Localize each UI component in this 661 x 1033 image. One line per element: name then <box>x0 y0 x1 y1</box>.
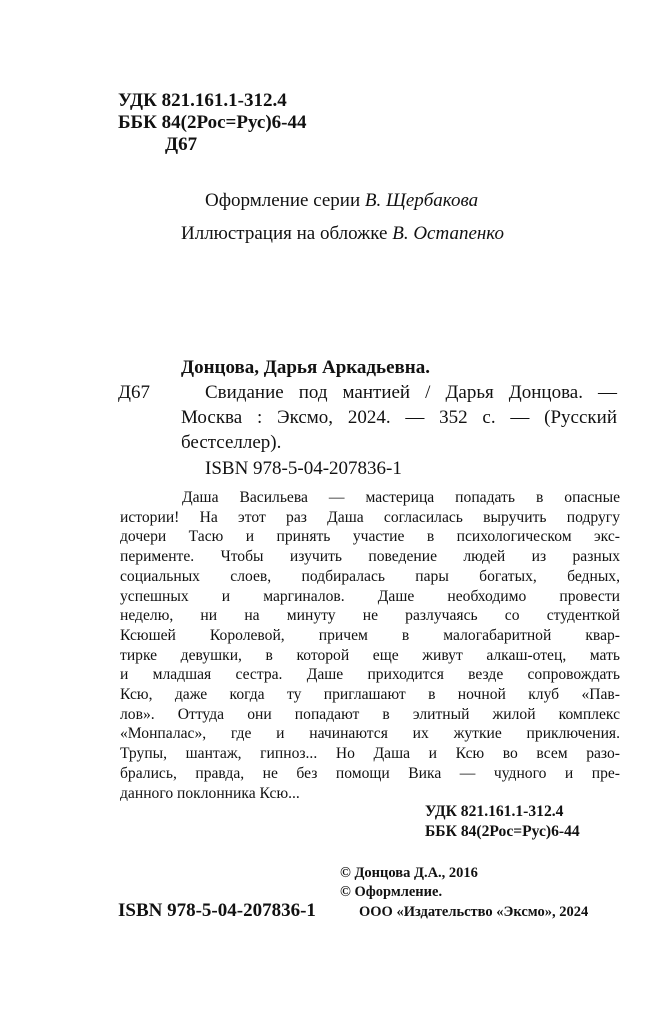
annotation <box>120 488 620 803</box>
catalog-description-line-2: Москва : Эксмо, 2024. — 352 с. — (Русский <box>181 407 617 428</box>
udk-code: УДК 821.161.1-312.4 <box>118 90 287 111</box>
annotation-line: социальных слоев, подбиралась пары богатых, бедных, <box>120 567 620 585</box>
catalog-author: Донцова, Дарья Аркадьевна. <box>181 357 430 378</box>
annotation-line: брались, правда, не без помощи Вика — чудного и пре- <box>120 764 620 782</box>
catalog-description-line-3: бестселлер). <box>181 432 282 453</box>
cover-illustration-label: Иллюстрация на обложке <box>181 223 388 244</box>
cover-illustration-credit <box>181 222 504 246</box>
footer-isbn: ISBN 978-5-04-207836-1 <box>118 900 316 921</box>
annotation-line: истории! На этот раз Даша согласилась выручить подругу <box>120 508 620 526</box>
copyright-publisher: ООО «Издательство «Эксмо», 2024 <box>359 904 589 920</box>
catalog-isbn: ISBN 978-5-04-207836-1 <box>205 458 402 479</box>
cover-illustration-name: В. Остапенко <box>392 223 504 244</box>
annotation-udk-code: УДК 821.161.1-312.4 <box>425 803 564 820</box>
annotation-line: тирке девушки, в которой еще живут алкаш-отец, мать <box>120 646 620 664</box>
annotation-line: неделю, ни на минуту не разлучаясь со студенткой <box>120 607 620 625</box>
annotation-line: лов». Оттуда они попадают в элитный жилой комплекс <box>120 705 620 723</box>
annotation-line: и младшая сестра. Даше приходится везде сопровождать <box>120 666 620 684</box>
series-design-label: Оформление серии <box>205 190 361 211</box>
annotation-line: Ксю, даже когда ту приглашают в ночной клуб «Пав- <box>120 686 620 704</box>
annotation-line: данного поклонника Ксю... <box>120 784 300 802</box>
copyright-design: © Оформление. <box>340 884 443 900</box>
series-design-credit <box>205 189 478 213</box>
author-mark: Д67 <box>165 134 198 155</box>
bbk-code: ББК 84(2Рос=Рус)6-44 <box>118 112 307 133</box>
copyright-author: © Донцова Д.А., 2016 <box>340 865 478 881</box>
series-design-name: В. Щербакова <box>364 190 479 211</box>
annotation-line: Трупы, шантаж, гипноз... Но Даша и Ксю во всем разо- <box>120 745 620 763</box>
annotation-line: «Монпалас», где и начинаются их жуткие приключения. <box>120 725 620 743</box>
annotation-line: перименте. Чтобы изучить поведение людей из разных <box>120 548 620 566</box>
catalog-mark: Д67 <box>118 382 150 403</box>
annotation-line: успешных и маргиналов. Даше необходимо провести <box>120 587 620 605</box>
annotation-bbk-code: ББК 84(2Рос=Рус)6-44 <box>425 823 580 840</box>
annotation-line: дочери Тасю и принять участие в психологическом экс- <box>120 528 620 546</box>
annotation-line: Даша Васильева — мастерица попадать в опасные <box>182 489 620 506</box>
annotation-line: Ксюшей Королевой, причем в малогабаритной квар- <box>120 626 620 644</box>
catalog-description-line-1: Свидание под мантией / Дарья Донцова. — <box>205 382 617 403</box>
